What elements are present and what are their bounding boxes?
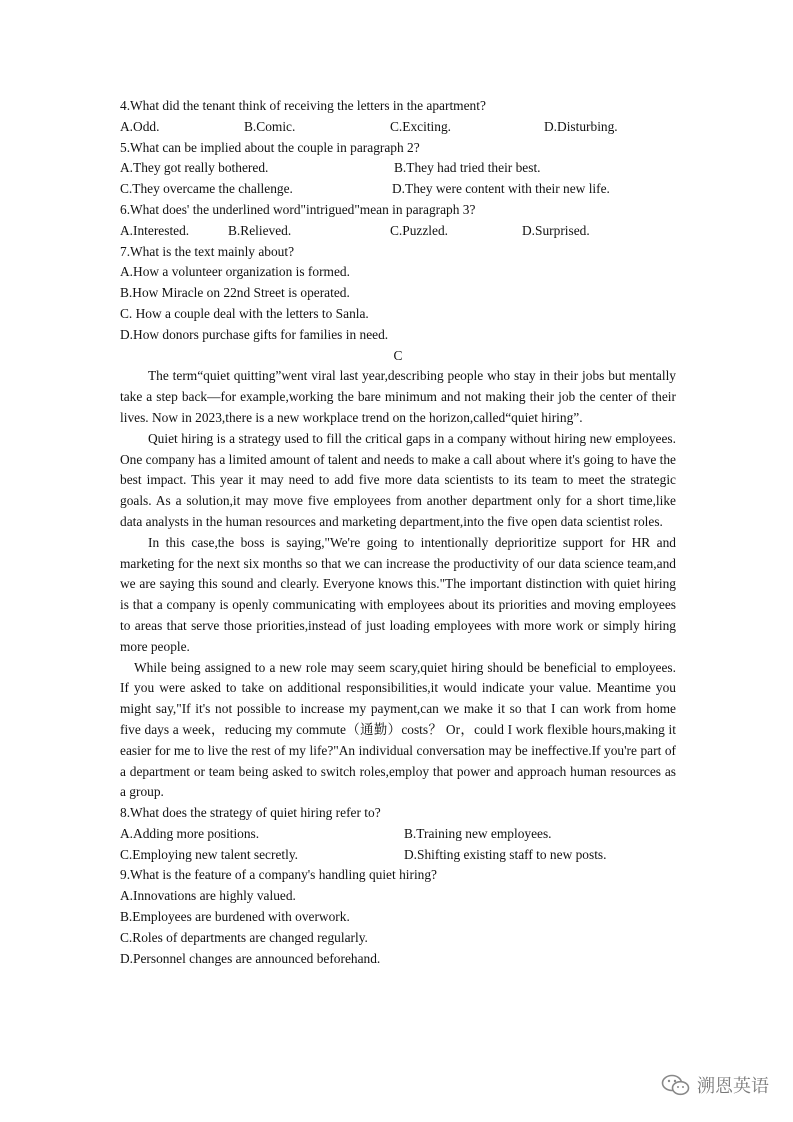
wechat-watermark (661, 1072, 769, 1098)
q5-options-row1 (120, 158, 676, 179)
q5-options-row2 (120, 179, 676, 200)
q9-option-b: B.Employees are burdened with overwork. (120, 909, 350, 925)
q9-stem: 9.What is the feature of a company's handling quiet hiring? (120, 867, 437, 883)
q4-option-d: D.Disturbing. (544, 118, 618, 134)
passage-paragraph-2: Quiet hiring is a strategy used to fill the critical gaps in a company without hiring new employees. One company has a limited amount of talent and needs to make a call about where it's going to have the best impact. This year it may need to add five more data scientists to its team to meet the strategic goals. As a solution,it may move five employees from another department only for a short time,like data analysts in the human resources and marketing department,into the five open data scientist roles. (120, 430, 676, 529)
q4-option-b: B.Comic. (244, 118, 296, 134)
q4-option-c: C.Exciting. (390, 118, 451, 134)
q7-option-a: A.How a volunteer organization is formed. (120, 264, 350, 280)
q4-option-a: A.Odd. (120, 118, 160, 134)
q5-option-d: D.They were content with their new life. (392, 181, 610, 197)
q9-option-c: C.Roles of departments are changed regularly. (120, 929, 368, 945)
q8-stem: 8.What does the strategy of quiet hiring refer to? (120, 805, 381, 821)
q4-stem: 4.What did the tenant think of receiving the letters in the apartment? (120, 98, 486, 113)
q6-options (120, 221, 676, 242)
exam-page (120, 96, 676, 969)
q5-option-a: A.They got really bothered. (120, 160, 269, 176)
q4-options (120, 117, 676, 138)
q5-option-b: B.They had tried their best. (394, 160, 541, 176)
q9-option-d: D.Personnel changes are announced beforehand. (120, 950, 381, 966)
q8-option-b: B.Training new employees. (404, 825, 552, 841)
q6-option-b: B.Relieved. (228, 222, 292, 238)
q6-stem: 6.What does' the underlined word"intrigued"mean in paragraph 3? (120, 201, 476, 217)
q7-option-b: B.How Miracle on 22nd Street is operated. (120, 285, 350, 301)
q7-option-d: D.How donors purchase gifts for families in need. (120, 326, 389, 342)
q8-option-d: D.Shifting existing staff to new posts. (404, 846, 607, 862)
passage-paragraph-4: While being assigned to a new role may seem scary,quiet hiring should be beneficial to employees. If you were asked to take on additional responsibilities,it would indicate your value. Meantime you might say,"If it's not possible to increase my payment,can we make it so that I can work from home five days a week，reducing my commute（通勤）costs？ Or，could I work flexible hours,making it easier for me to live the rest of my life?"An individual conversation may be ineffective.If you're part of a department or team being asked to switch roles,employ that power and approach human resources as a group. (120, 659, 676, 800)
wechat-icon (661, 1073, 691, 1097)
q6-option-d: D.Surprised. (522, 222, 590, 238)
passage-paragraph-3: In this case,the boss is saying,"We're going to intentionally deprioritize support for HR and marketing for the next six months so that we can increase the productivity of our data science team,and we are saying this sound and clearly. Everyone knows this."The important distinction with quiet hiring is that a company is openly communicating with employees about its priorities and moving employees to areas that serve those priorities,instead of just loading employees with more work or simply hiring more people. (120, 534, 676, 654)
q6-option-c: C.Puzzled. (390, 222, 449, 238)
q8-option-c: C.Employing new talent secretly. (120, 846, 299, 862)
q9-option-a: A.Innovations are highly valued. (120, 888, 296, 904)
q5-option-c: C.They overcame the challenge. (120, 181, 293, 197)
section-c-heading: C (393, 347, 403, 363)
q8-options-row1 (120, 824, 676, 845)
q7-option-c: C. How a couple deal with the letters to Sanla. (120, 305, 369, 321)
passage-paragraph-1: The term“quiet quitting”went viral last year,describing people who stay in their jobs but mentally take a step back—for example,working the bare minimum and not making their job the center of their lives. Now in 2023,there is a new workplace trend on the horizon,called“quiet hiring”. (120, 368, 676, 425)
q6-option-a: A.Interested. (120, 222, 190, 238)
watermark-label: 溯恩英语 (697, 1076, 769, 1097)
q8-options-row2 (120, 845, 676, 866)
q7-stem: 7.What is the text mainly about? (120, 243, 295, 259)
q8-option-a: A.Adding more positions. (120, 825, 260, 841)
q5-stem: 5.What can be implied about the couple in paragraph 2? (120, 139, 420, 155)
